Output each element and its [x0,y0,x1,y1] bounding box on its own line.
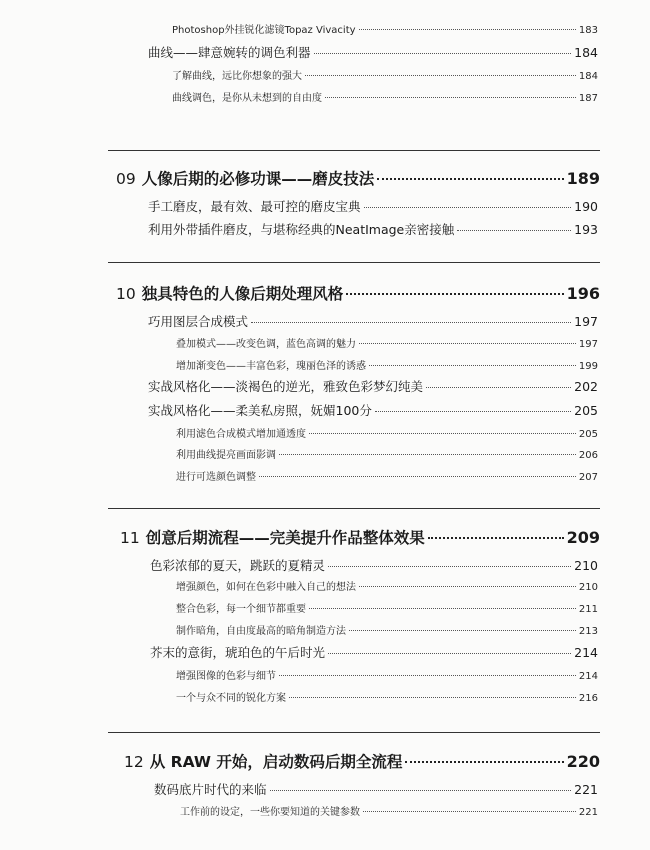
chapter-heading[interactable] [116,282,600,304]
leader-dots [457,230,571,231]
leader-dots [314,53,572,54]
chapter-title: 创意后期流程——完美提升作品整体效果 [145,529,425,547]
toc-entry-title: 工作前的设定，一些你要知道的关键参数 [180,807,360,818]
toc-entry-page: 221 [574,782,598,797]
toc-entry[interactable] [176,446,598,461]
toc-entry-title: 数码底片时代的来临 [154,782,267,797]
leader-dots [328,653,571,654]
toc-entry[interactable] [176,425,598,440]
toc-entry[interactable] [176,689,598,704]
chapter-page: 209 [566,528,600,547]
toc-entry-page: 205 [574,403,598,418]
toc-entry-page: 211 [578,604,598,615]
toc-entry[interactable] [176,667,598,682]
leader-dots [305,75,576,76]
toc-entry-title: 利用曲线提亮画面影调 [176,450,276,461]
chapter-page: 220 [566,752,600,771]
chapter-heading[interactable] [116,167,600,189]
toc-entry-title: 色彩浓郁的夏天，跳跃的夏精灵 [150,558,326,573]
chapter-number: 10 [116,285,136,303]
toc-entry-page: 207 [578,472,598,483]
toc-entry-title: 曲线调色，是你从未想到的自由度 [172,93,322,104]
toc-entry-title: 制作暗角，自由度最高的暗角制造方法 [176,626,346,637]
toc-entry[interactable] [148,220,598,238]
toc-entry-title: 一个与众不同的锐化方案 [176,693,286,704]
leader-dots [289,697,576,698]
toc-entry-page: 221 [578,807,598,818]
leader-dots [346,293,563,295]
toc-entry-page: 187 [578,93,598,104]
toc-entry[interactable] [180,803,598,818]
toc-entry-page: 202 [574,379,598,394]
toc-entry-page: 199 [578,361,598,372]
leader-dots [349,630,576,631]
leader-dots [325,97,576,98]
chapter-number: 12 [124,753,144,771]
toc-entry-page: 210 [574,558,598,573]
toc-entry-page: 210 [578,582,598,593]
toc-entry-page: 197 [574,314,598,329]
chapter-number: 11 [120,529,140,547]
chapter-title: 从 RAW 开始，启动数码后期全流程 [149,753,403,771]
leader-dots [369,365,576,366]
toc-entry[interactable] [150,643,598,661]
toc-entry-title: 巧用图层合成模式 [148,314,249,329]
chapter-divider [108,262,600,263]
toc-entry-title: 增加渐变色——丰富色彩，瑰丽色泽的诱惑 [176,361,366,372]
leader-dots [428,537,564,539]
toc-entry-page: 216 [578,693,598,704]
chapter-divider [108,732,600,733]
leader-dots [328,566,571,567]
toc-entry[interactable] [172,67,598,82]
toc-entry[interactable] [148,312,598,330]
toc-entry-title: 增强颜色，如何在色彩中融入自己的想法 [176,582,356,593]
toc-entry-page: 205 [578,429,598,440]
leader-dots [377,178,563,180]
chapter-divider [108,150,600,151]
toc-entry-page: 190 [574,199,598,214]
toc-entry-title: 叠加模式——改变色调，蓝色高调的魅力 [176,339,356,350]
toc-entry-title: 实战风格化——淡褐色的逆光，雅致色彩梦幻纯美 [148,379,424,394]
chapter-title: 人像后期的必修功课——磨皮技法 [141,170,375,188]
toc-entry-page: 183 [578,25,598,36]
toc-entry[interactable] [172,21,598,36]
toc-entry[interactable] [176,578,598,593]
leader-dots [426,387,571,388]
leader-dots [309,608,576,609]
toc-entry-page: 184 [578,71,598,82]
toc-entry[interactable] [176,622,598,637]
leader-dots [259,476,576,477]
chapter-heading[interactable] [120,526,600,548]
toc-entry-page: 213 [578,626,598,637]
toc-entry[interactable] [176,357,598,372]
leader-dots [279,675,576,676]
toc-entry-page: 197 [578,339,598,350]
toc-entry-title: 手工磨皮，最有效、最可控的磨皮宝典 [148,199,361,214]
leader-dots [375,411,571,412]
toc-entry-title: 增强图像的色彩与细节 [176,671,276,682]
toc-entry[interactable] [154,780,598,798]
toc-entry[interactable] [148,197,598,215]
toc-entry-page: 193 [574,222,598,237]
leader-dots [359,586,576,587]
toc-entry-title: 芥末的意街，琥珀色的午后时光 [150,645,326,660]
toc-entry-title: 进行可选颜色调整 [176,472,256,483]
leader-dots [359,343,576,344]
chapter-number: 09 [116,170,136,188]
toc-entry[interactable] [172,89,598,104]
toc-entry-page: 214 [574,645,598,660]
toc-entry-page: 214 [578,671,598,682]
leader-dots [363,811,576,812]
toc-entry-title: 曲线——肆意婉转的调色利器 [148,45,311,60]
toc-entry-title: 利用滤色合成模式增加通透度 [176,429,306,440]
leader-dots [364,207,572,208]
toc-entry[interactable] [148,43,598,61]
chapter-page: 196 [566,284,600,303]
leader-dots [251,322,571,323]
toc-entry-title: 整合色彩，每一个细节都重要 [176,604,306,615]
toc-entry[interactable] [176,468,598,483]
leader-dots [309,433,576,434]
leader-dots [405,761,563,763]
toc-entry[interactable] [148,377,598,395]
toc-entry[interactable] [150,556,598,574]
chapter-heading[interactable] [124,750,600,772]
leader-dots [359,29,576,30]
toc-entry[interactable] [148,401,598,419]
toc-entry[interactable] [176,335,598,350]
toc-entry-title: 利用外带插件磨皮，与堪称经典的NeatImage亲密接触 [148,222,455,237]
toc-entry-title: 实战风格化——柔美私房照，妩媚100分 [148,403,372,418]
toc-entry-page: 206 [578,450,598,461]
toc-entry-title: Photoshop外挂锐化滤镜Topaz Vivacity [172,25,356,36]
toc-entry[interactable] [176,600,598,615]
toc-entry-title: 了解曲线，远比你想象的强大 [172,71,302,82]
toc-entry-page: 184 [574,45,598,60]
chapter-divider [108,508,600,509]
leader-dots [279,454,576,455]
chapter-page: 189 [566,169,600,188]
leader-dots [270,790,572,791]
chapter-title: 独具特色的人像后期处理风格 [141,285,344,303]
